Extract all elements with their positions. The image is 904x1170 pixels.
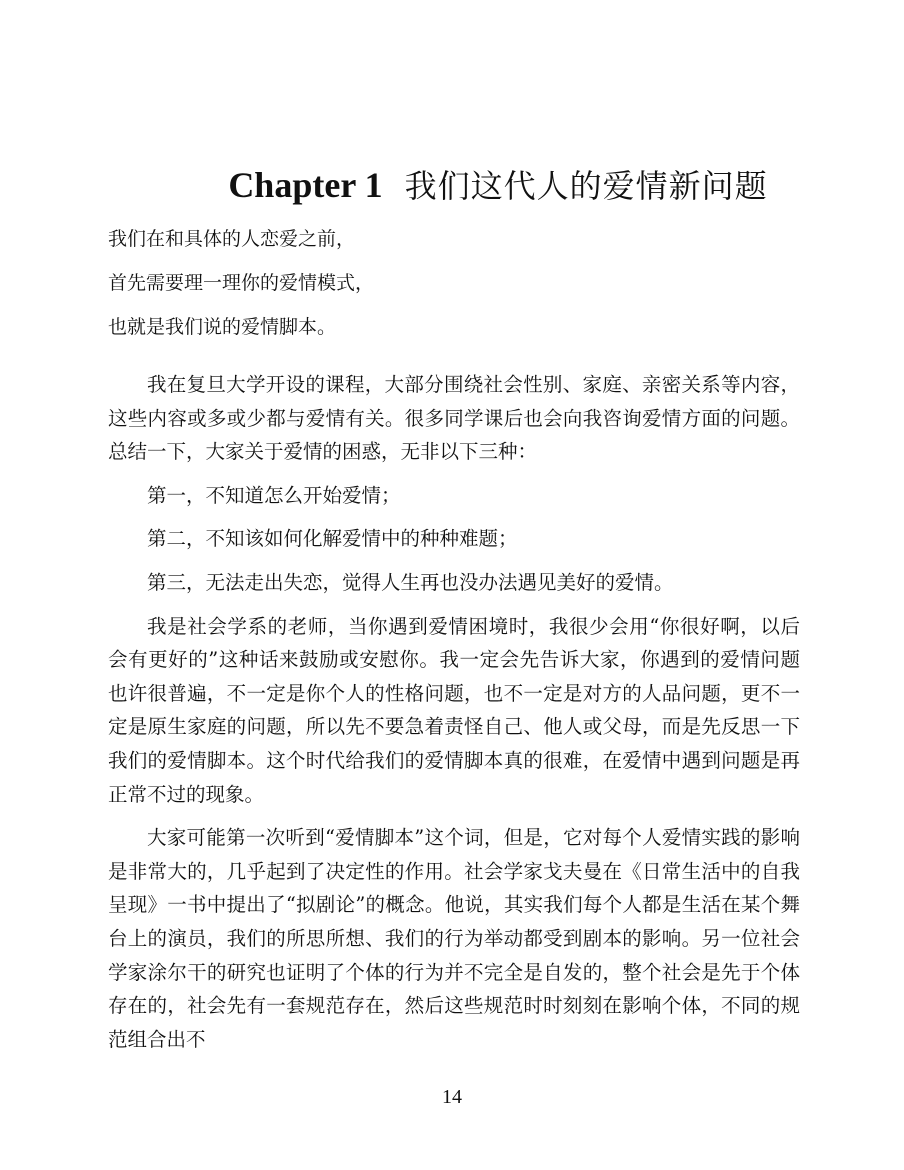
chapter-label: Chapter 1 [228,165,383,205]
paragraph-courses: 我在复旦大学开设的课程，大部分围绕社会性别、家庭、亲密关系等内容，这些内容或多或少都与爱情有关。很多同学课后也会向我咨询爱情方面的问题。总结一下，大家关于爱情的困惑，无非以下三种： [108,373,800,464]
paragraph-third: 第三，无法走出失恋，觉得人生再也没办法遇见美好的爱情。 [147,570,674,594]
chapter-heading [0,160,904,211]
intro-line: 首先需要理一理你的爱情模式， [108,272,375,294]
intro-line: 也就是我们说的爱情脚本。 [108,316,337,338]
paragraph-teacher: 我是社会学系的老师，当你遇到爱情困境时，我很少会用“你很好啊，以后会有更好的”这种话来鼓励或安慰你。我一定会先告诉大家，你遇到的爱情问题也许很普遍，不一定是你个人的性格问题，也不一定是对方的人品问题，更不一定是原生家庭的问题，所以先不要急着责怪自己、他人或父母，而是先反思一下我们的爱情脚本。这个时代给我们的爱情脚本真的很难，在爱情中遇到问题是再正常不过的现象。 [108,614,800,806]
paragraph-love-script: 大家可能第一次听到“爱情脚本”这个词，但是，它对每个人爱情实践的影响是非常大的，几乎起到了决定性的作用。社会学家戈夫曼在《日常生活中的自我呈现》一书中提出了“拟剧论”的概念。他说，其实我们每个人都是生活在某个舞台上的演员，我们的所思所想、我们的行为举动都受到剧本的影响。另一位社会学家涂尔干的研究也证明了个体的行为并不完全是自发的，整个社会是先于个体存在的，社会先有一套规范存在，然后这些规范时时刻刻在影响个体，不同的规范组合出不 [108,826,800,1051]
intro-block [108,222,808,354]
page-number: 14 [442,1086,462,1108]
intro-line: 我们在和具体的人恋爱之前， [108,228,356,250]
body-text [108,368,800,1066]
chapter-title: 我们这代人的爱情新问题 [404,167,768,205]
paragraph-first: 第一，不知道怎么开始爱情； [147,483,401,507]
paragraph-second: 第二，不知该如何化解爱情中的种种难题； [147,527,518,551]
